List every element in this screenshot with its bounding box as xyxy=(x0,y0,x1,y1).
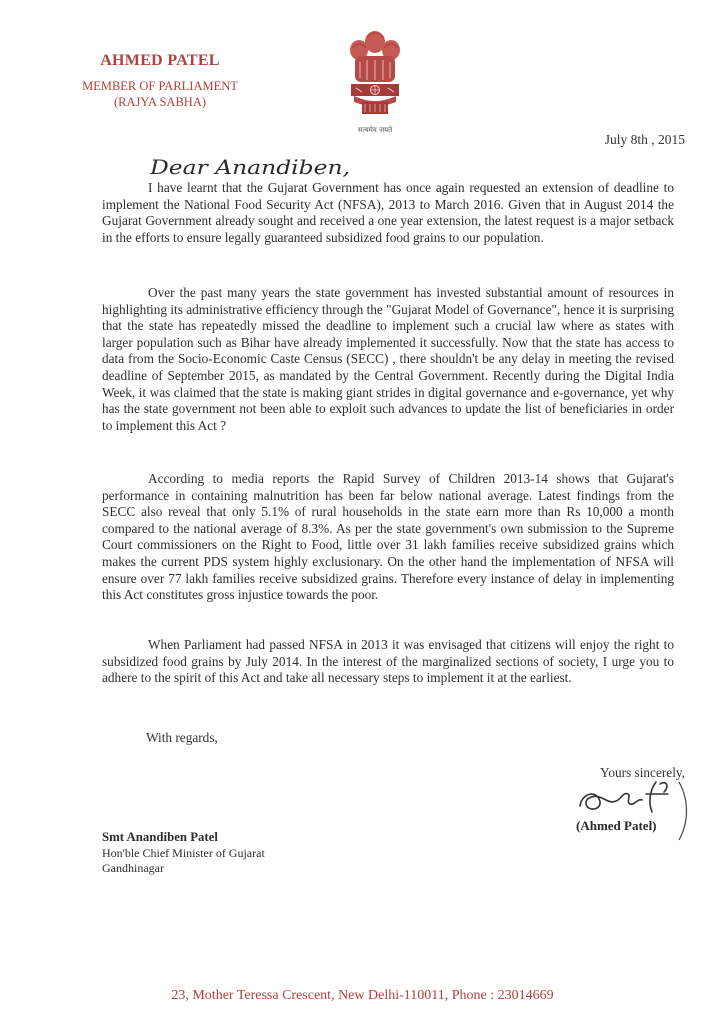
emblem-motto: सत्यमेव जयते xyxy=(357,126,393,134)
bracket-mark-icon xyxy=(676,780,690,847)
paragraph-text: When Parliament had passed NFSA in 2013 it was envisaged that citizens will enjoy the right to subsidized food grains by July 2014. In the interest of the marginalized sections of society, I urge you to adhere to the spirit of this Act and take all necessary steps to implement it at the earliest. xyxy=(102,637,674,686)
national-emblem-icon xyxy=(342,28,408,138)
paragraph-text: Over the past many years the state government has invested substantial amount of resources in highlighting its administrative efficiency through the "Gujarat Model of Governance", hence it is surprising that the state has repeatedly missed the deadline to implement such a crucial law where as states with larger population such as Bihar have already implemented it successfully. Now that the state has access to data from the Socio-Economic Caste Census (SECC) , there shouldn't be any delay in meeting the revised deadline of September 2015, as mandated by the Central Government. Recently during the Digital India Week, it was claimed that the state is making giant strides in digital governance and e-governance, yet why has the state government not been able to exploit such advances to update the list of beneficiaries in order to implement this Act ? xyxy=(102,285,674,433)
svg-text:Dear Anandiben,: Dear Anandiben, xyxy=(148,155,350,179)
sender-title: MEMBER OF PARLIAMENT xyxy=(82,79,238,93)
signer-name: (Ahmed Patel) xyxy=(576,818,657,833)
letterhead-sender xyxy=(60,52,260,110)
paragraph-3 xyxy=(102,471,674,604)
handwritten-salutation-icon xyxy=(148,150,368,184)
letter-date: July 8th , 2015 xyxy=(604,132,685,147)
recipient-location: Gandhinagar xyxy=(102,861,164,875)
closing-line: Yours sincerely, xyxy=(600,765,685,780)
recipient-block xyxy=(102,830,265,877)
paragraph-4 xyxy=(102,637,674,687)
sender-house: (RAJYA SABHA) xyxy=(113,95,207,109)
paragraph-1 xyxy=(102,180,674,246)
recipient-title: Hon'ble Chief Minister of Gujarat xyxy=(102,845,265,860)
recipient-name: Smt Anandiben Patel xyxy=(102,830,218,844)
footer-address: 23, Mother Teressa Crescent, New Delhi-110011, Phone : 23014669 xyxy=(171,988,554,1003)
paragraph-text: According to media reports the Rapid Survey of Children 2013-14 shows that Gujarat's performance in containing malnutrition has been far below national average. Latest findings from the SECC also reveal that only 5.1% of rural households in the state earn more than Rs 10,000 a month compared to the national average of 8.3%. As per the state government's own submission to the Supreme Court commissioners on the Right to Food, little over 31 lakh families receive subsidized grains which makes the current PDS system highly exclusionary. On the other hand the implementation of NFSA will ensure over 77 lakh families receive subsidized grains. Therefore every instance of delay in implementing this Act constitutes gross injustice towards the poor. xyxy=(102,471,674,603)
paragraph-text: I have learnt that the Gujarat Government has once again requested an extension of deadline to implement the National Food Security Act (NFSA), 2013 to March 2016. Given that in August 2014 the Gujarat Government already sought and received a one year extension, the latest request is a major setback in the efforts to ensure legally guaranteed subsidized food grains to our population. xyxy=(102,180,674,245)
sender-name: AHMED PATEL xyxy=(100,52,220,69)
regards-line: With regards, xyxy=(146,730,218,745)
paragraph-2 xyxy=(102,285,674,434)
